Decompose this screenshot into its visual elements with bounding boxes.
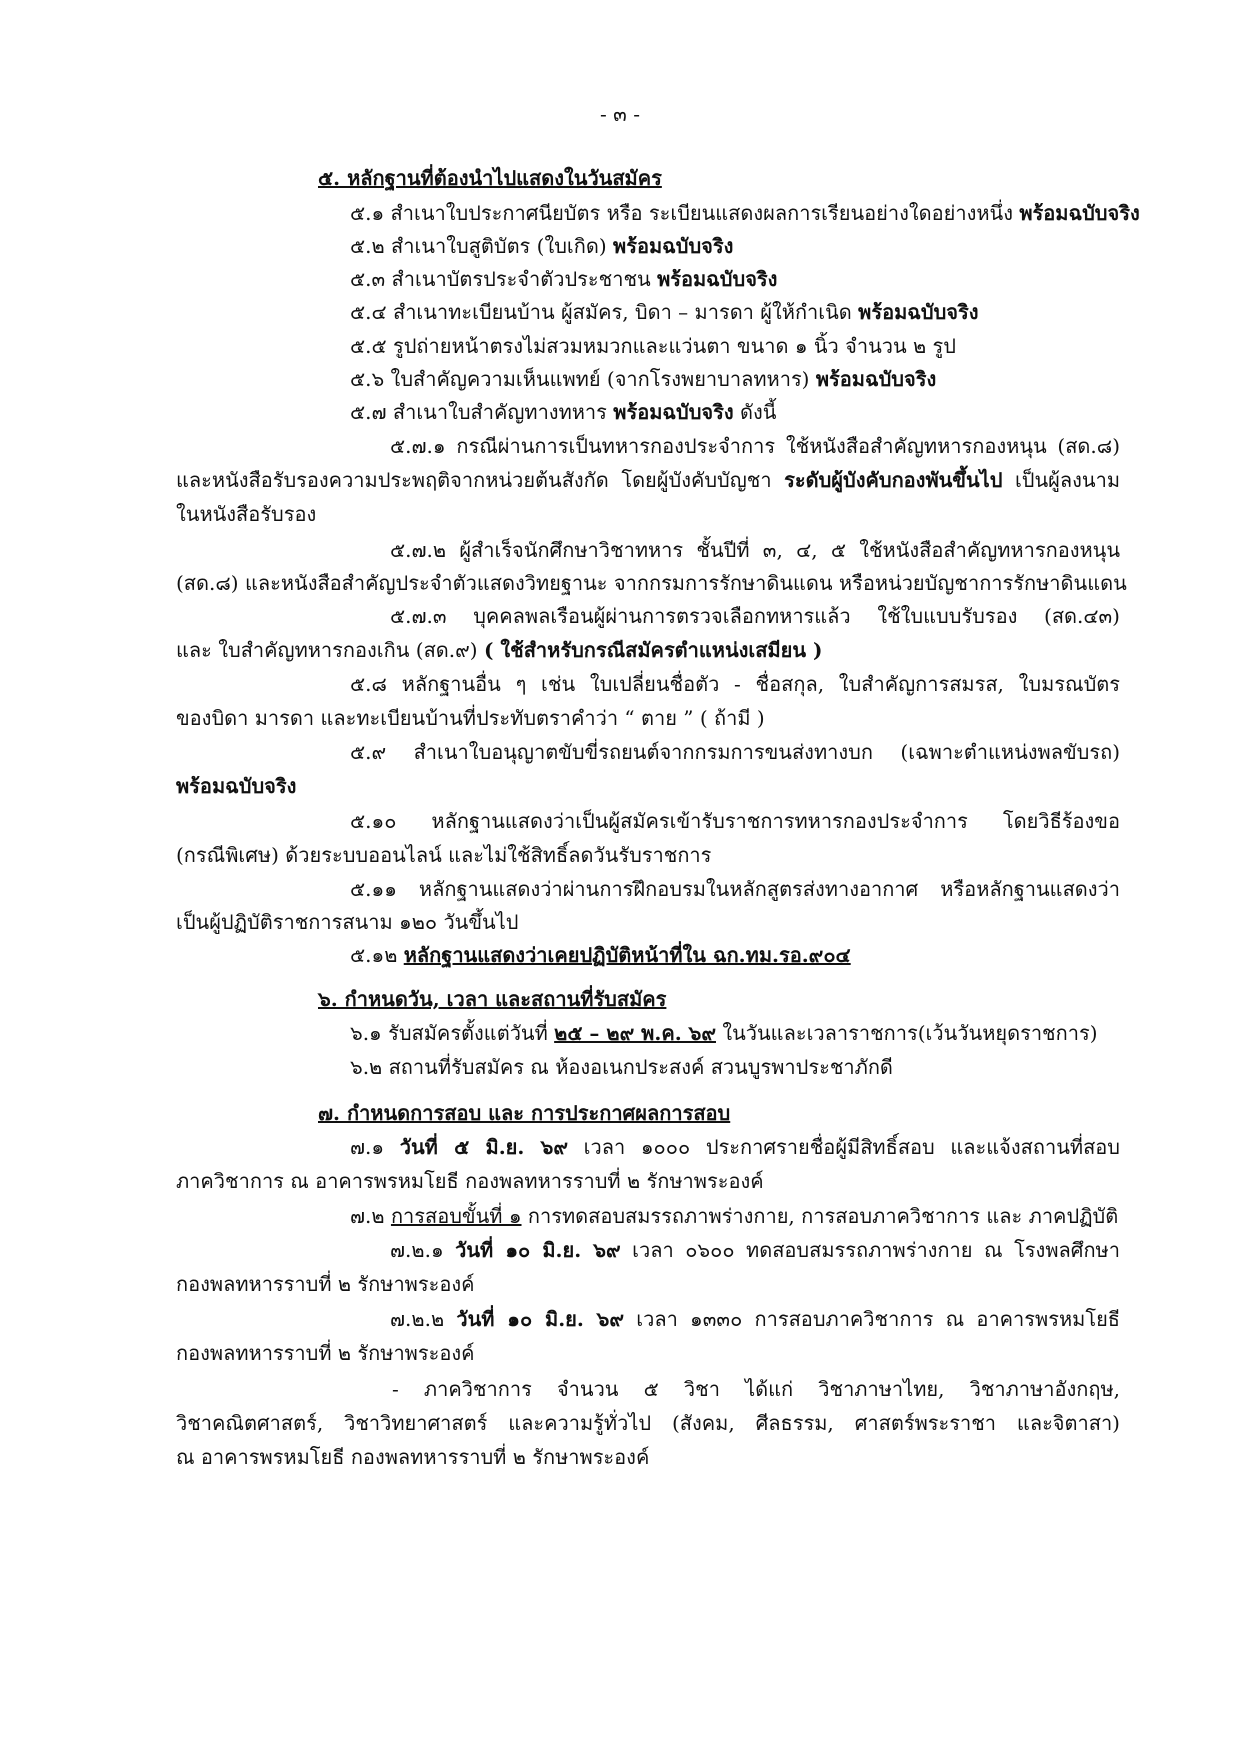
item-5-12: ๕.๑๒ หลักฐานแสดงว่าเคยปฏิบัติหน้าที่ใน ฉก.ทม.รอ.๙๐๔	[350, 943, 851, 967]
item-5-7-1-line2: และหนังสือรับรองความประพฤติจากหน่วยต้นสังกัด โดยผู้บังคับบัญชา ระดับผู้บังคับกองพันขึ้นไป เป็นผู้ลงนาม	[176, 468, 1120, 492]
item-5-8-line1: ๕.๘ หลักฐานอื่น ๆ เช่น ใบเปลี่ยนชื่อตัว - ชื่อสกุล, ใบสำคัญการสมรส, ใบมรณบัตร	[350, 672, 1120, 696]
item-7-2-1-line1: ๗.๒.๑ วันที่ ๑๐ มิ.ย. ๖๙ เวลา ๐๖๐๐ ทดสอบสมรรถภาพร่างกาย ณ โรงพลศึกษา	[390, 1238, 1120, 1262]
section7-title: ๗. กำหนดการสอบ และ การประกาศผลการสอบ	[318, 1101, 731, 1125]
item-5-2: ๕.๒ สำเนาใบสูติบัตร (ใบเกิด) พร้อมฉบับจริง	[350, 234, 734, 258]
item-7-2-2-line1: ๗.๒.๒ วันที่ ๑๐ มิ.ย. ๖๙ เวลา ๑๓๓๐ การสอบภาควิชาการ ณ อาคารพรหมโยธี	[390, 1307, 1120, 1331]
item-5-7-1-line1: ๕.๗.๑ กรณีผ่านการเป็นทหารกองประจำการ ใช้หนังสือสำคัญทหารกองหนุน (สด.๘)	[390, 434, 1120, 458]
item-5-7-3-line1: ๕.๗.๓ บุคคลพลเรือนผู้ผ่านการตรวจเลือกทหารแล้ว ใช้ใบแบบรับรอง (สด.๔๓)	[390, 604, 1120, 628]
item-5-11-line2: เป็นผู้ปฏิบัติราชการสนาม ๑๒๐ วันขึ้นไป	[176, 910, 519, 934]
item-5-7-2-line1: ๕.๗.๒ ผู้สำเร็จนักศึกษาวิชาทหาร ชั้นปีที่ ๓, ๔, ๕ ใช้หนังสือสำคัญทหารกองหนุน	[390, 538, 1120, 562]
section6-title: ๖. กำหนดวัน, เวลา และสถานที่รับสมัคร	[318, 987, 667, 1011]
item-5-7: ๕.๗ สำเนาใบสำคัญทางทหาร พร้อมฉบับจริง ดังนี้	[350, 400, 777, 424]
item-5-4: ๕.๔ สำเนาทะเบียนบ้าน ผู้สมัคร, บิดา – มารดา ผู้ให้กำเนิด พร้อมฉบับจริง	[350, 300, 979, 324]
note-line2: วิชาคณิตศาสตร์, วิชาวิทยาศาสตร์ และความรู้ทั่วไป (สังคม, ศีลธรรม, ศาสตร์พระราชา และจิตาสา)	[176, 1411, 1120, 1435]
item-5-1: ๕.๑ สำเนาใบประกาศนียบัตร หรือ ระเบียนแสดงผลการเรียนอย่างใดอย่างหนึ่ง พร้อมฉบับจริง	[350, 201, 1140, 225]
item-7-2-2-line2: กองพลทหารราบที่ ๒ รักษาพระองค์	[176, 1341, 475, 1365]
item-5-7-1-line3: ในหนังสือรับรอง	[176, 502, 317, 526]
item-7-1-line2: ภาควิชาการ ณ อาคารพรหมโยธี กองพลทหารราบที่ ๒ รักษาพระองค์	[176, 1169, 764, 1193]
item-5-9-line1: ๕.๙ สำเนาใบอนุญาตขับขี่รถยนต์จากกรมการขนส่งทางบก (เฉพาะตำแหน่งพลขับรถ)	[350, 740, 1120, 764]
item-5-7-3-line2: และ ใบสำคัญทหารกองเกิน (สด.๙) ( ใช้สำหรับกรณีสมัครตำแหน่งเสมียน )	[176, 638, 823, 662]
item-5-5: ๕.๕ รูปถ่ายหน้าตรงไม่สวมหมวกและแว่นตา ขนาด ๑ นิ้ว จำนวน ๒ รูป	[350, 334, 956, 358]
section5-title: ๕. หลักฐานที่ต้องนำไปแสดงในวันสมัคร	[318, 166, 662, 190]
item-5-10-line2: (กรณีพิเศษ) ด้วยระบบออนไลน์ และไม่ใช้สิทธิ์ลดวันรับราชการ	[176, 843, 712, 867]
item-5-8-line2: ของบิดา มารดา และทะเบียนบ้านที่ประทับตราคำว่า “ ตาย ” ( ถ้ามี )	[176, 706, 765, 730]
page-number: - ๓ -	[600, 102, 640, 126]
item-5-7-2-line2: (สด.๘) และหนังสือสำคัญประจำตัวแสดงวิทยฐานะ จากกรมการรักษาดินแดน หรือหน่วยบัญชาการรักษาดินแดน	[176, 571, 1127, 595]
item-5-6: ๕.๖ ใบสำคัญความเห็นแพทย์ (จากโรงพยาบาลทหาร) พร้อมฉบับจริง	[350, 367, 937, 391]
item-7-2: ๗.๒ การสอบขั้นที่ ๑ การทดสอบสมรรถภาพร่างกาย, การสอบภาควิชาการ และ ภาคปฏิบัติ	[350, 1204, 1119, 1228]
item-7-1-line1: ๗.๑ วันที่ ๕ มิ.ย. ๖๙ เวลา ๑๐๐๐ ประกาศรายชื่อผู้มีสิทธิ์สอบ และแจ้งสถานที่สอบ	[350, 1135, 1120, 1159]
note-line3: ณ อาคารพรหมโยธี กองพลทหารราบที่ ๒ รักษาพระองค์	[176, 1445, 650, 1469]
item-5-10-line1: ๕.๑๐ หลักฐานแสดงว่าเป็นผู้สมัครเข้ารับราชการทหารกองประจำการ โดยวิธีร้องขอ	[350, 809, 1120, 833]
item-5-11-line1: ๕.๑๑ หลักฐานแสดงว่าผ่านการฝึกอบรมในหลักสูตรส่งทางอากาศ หรือหลักฐานแสดงว่า	[350, 877, 1120, 901]
note-line1: - ภาควิชาการ จำนวน ๕ วิชา ได้แก่ วิชาภาษาไทย, วิชาภาษาอังกฤษ,	[392, 1377, 1120, 1401]
item-6-2: ๖.๒ สถานที่รับสมัคร ณ ห้องอเนกประสงค์ สวนบูรพาประชาภักดี	[350, 1055, 893, 1079]
item-5-9-line2: พร้อมฉบับจริง	[176, 774, 297, 798]
item-6-1: ๖.๑ รับสมัครตั้งแต่วันที่ ๒๕ – ๒๙ พ.ค. ๖๙ ในวันและเวลาราชการ(เว้นวันหยุดราชการ)	[350, 1021, 1098, 1045]
item-5-3: ๕.๓ สำเนาบัตรประจำตัวประชาชน พร้อมฉบับจริง	[350, 267, 778, 291]
item-7-2-1-line2: กองพลทหารราบที่ ๒ รักษาพระองค์	[176, 1272, 475, 1296]
